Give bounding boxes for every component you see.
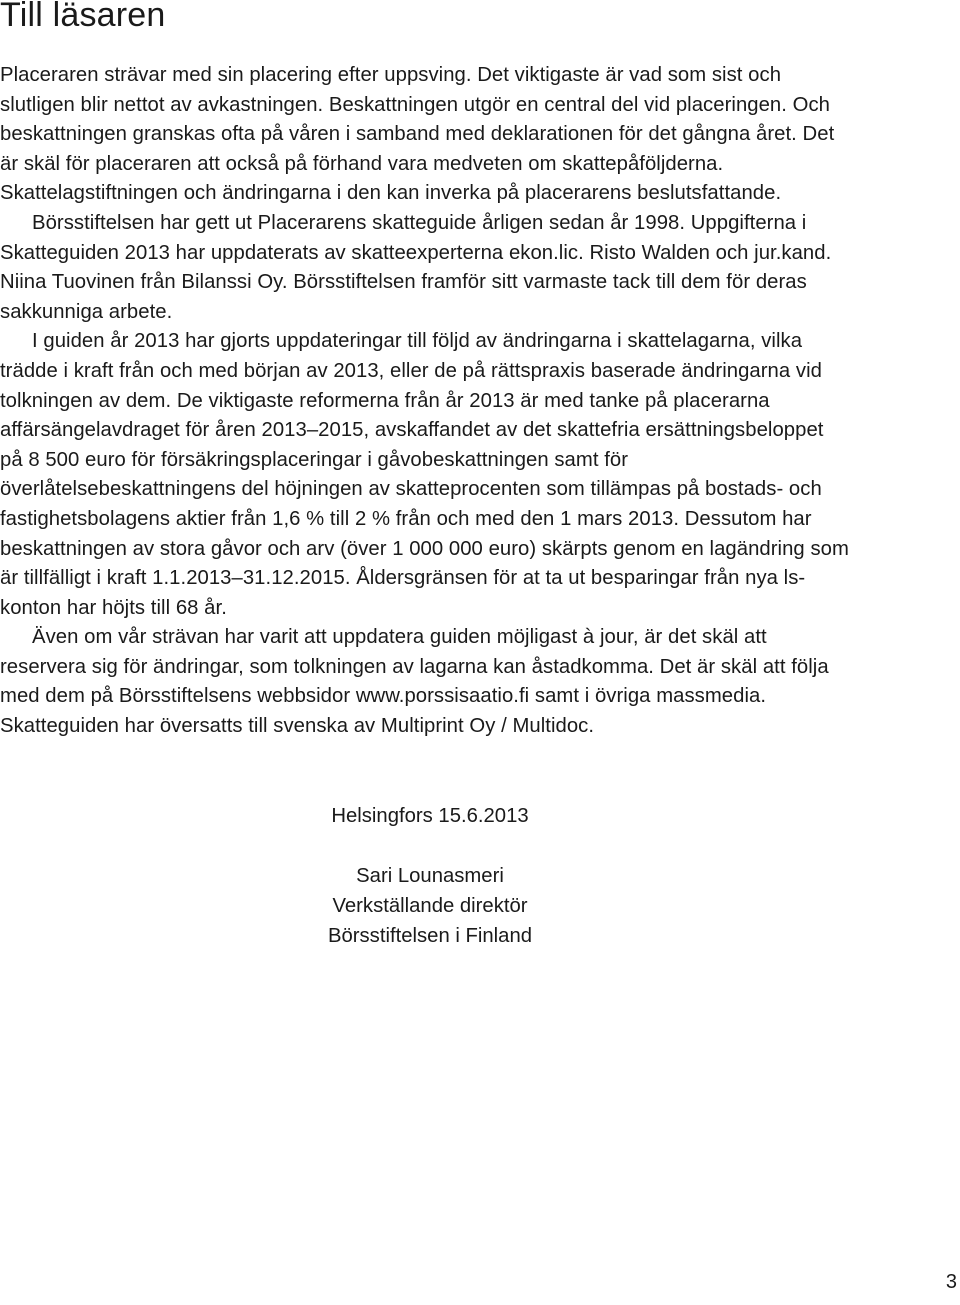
body-text — [0, 61, 850, 742]
website-link[interactable]: www.porssisaatio.fi — [355, 685, 530, 708]
paragraph-closing — [0, 623, 850, 741]
signature-block — [0, 861, 860, 951]
signature-role: Verkställande direktör — [332, 895, 528, 917]
signature-place-date: Helsingfors 15.6.2013 — [331, 805, 529, 827]
closing-text-end: samt i övriga massmedia. Skatteguiden har översatts till svenska av Multiprint Oy / Multidoc. — [0, 685, 767, 738]
paragraph-intro: Placeraren strävar med sin placering efter uppsving. Det viktigaste är vad som sist och slutligen blir nettot av avkastningen. Beskattningen utgör en central del vid placeringen. Och beskattningen granskas ofta på våren i samband med deklarationen för det gångna året. Det är skäl för placeraren att också på förhand vara medveten om skattepåföljderna. Skattelagstiftningen och ändringarna i den kan inverka på placerarens beslutsfattande. — [0, 64, 835, 205]
paragraph-updates: I guiden år 2013 har gjorts uppdateringar till följd av ändringarna i skattelagarna, vilka trädde i kraft från och med början av 2013, eller de på rättspraxis baserade ändringarna vid tolkningen av dem. De viktigaste reformerna från år 2013 är med tanke på placerarna affärsängelavdraget för åren 2013–2015, avskaffandet av det skattefria ersättningsbeloppet på 8 500 euro för försäkringsplaceringar i gåvobeskattningen samt för överlåtelsebeskattningens del höjningen av skatteprocenten som tillämpas på bostads- och fastighetsbolagens aktier från 1,6 % till 2 % från och med den 1 mars 2013. Dessutom har beskattningen av stora gåvor och arv (över 1 000 000 euro) skärpts genom en lagändring som är tillfälligt i kraft 1.1.2013–31.12.2015. Åldersgränsen för at ta ut besparingar från nya ls-konton har höjts till 68 år. — [0, 330, 849, 619]
signature-organization: Börsstiftelsen i Finland — [327, 925, 533, 947]
page-number: 3 — [945, 1271, 957, 1293]
closing-text-start: Även om vår strävan har varit att uppdatera guiden möjligast à jour, är det skäl att reservera sig för ändringar, som tolkningen av lagarna kan åstadkomma. Det är skäl att följa med dem på Börsstiftelsens webbsidor — [0, 626, 829, 708]
signature-name: Sari Lounasmeri — [356, 865, 504, 887]
page-title: Till läsaren — [0, 0, 166, 34]
paragraph-publisher: Börsstiftelsen har gett ut Placerarens skatteguide årligen sedan år 1998. Uppgifterna i Skatteguiden 2013 har uppdaterats av skatteexperterna ekon.lic. Risto Walden och jur.kand. Niina Tuovinen från Bilanssi Oy. Börsstiftelsen framför sitt varmaste tack till dem för deras sakkunniga arbete. — [0, 211, 832, 323]
